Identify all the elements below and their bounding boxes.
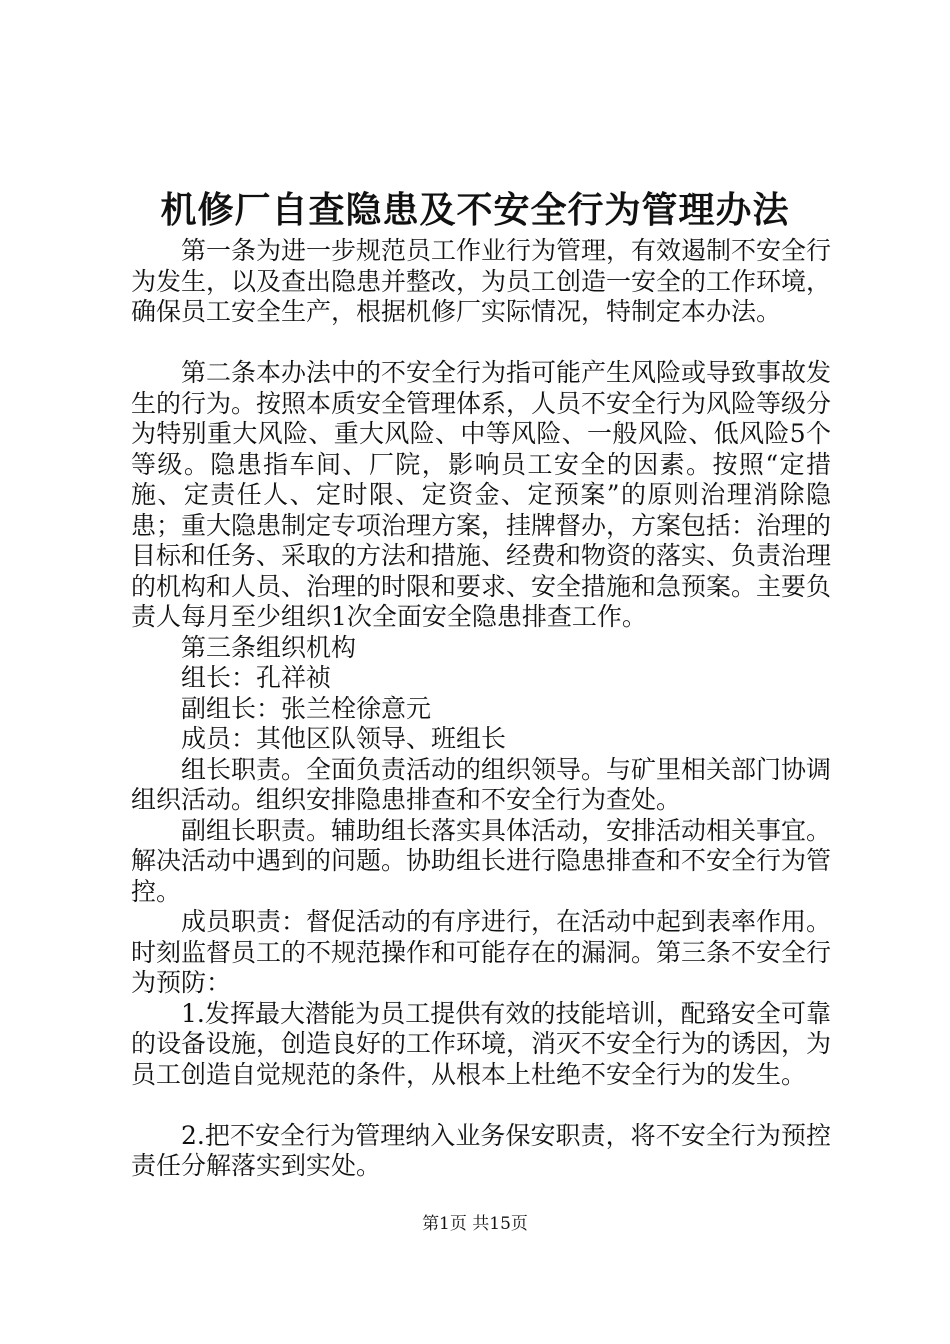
paragraph-team-leader: 组长：孔祥祯 bbox=[181, 663, 332, 692]
paragraph-item-2: 2.把不安全行为管理纳入业务保安职责，将不安全行为预控责任分解落实到实处。 bbox=[131, 1120, 831, 1180]
document-title: 机修厂自查隐患及不安全行为管理办法 bbox=[160, 189, 790, 231]
paragraph-item-1: 1.发挥最大潜能为员工提供有效的技能培训，配臵安全可靠的设备设施，创造良好的工作环境，消灭不安全行为的诱因，为员工创造自觉规范的条件，从根本上杜绝不安全行为的发生。 bbox=[131, 998, 832, 1089]
document-body bbox=[131, 236, 831, 1182]
paragraph-spacer bbox=[131, 1090, 831, 1121]
paragraph-deputy-leader: 副组长：张兰栓徐意元 bbox=[181, 693, 432, 723]
paragraph-spacer bbox=[131, 328, 831, 359]
page-number-footer: 第1页 共15页 bbox=[422, 1214, 528, 1234]
paragraph-leader-duties: 组长职责。全面负责活动的组织领导。与矿里相关部门协调组织活动。组织安排隐患排查和不安全行为查处。 bbox=[131, 754, 832, 814]
paragraph-member-duties: 成员职责：督促活动的有序进行，在活动中起到表率作用。时刻监督员工的不规范操作和可能存在的漏洞。第三条不安全行为预防： bbox=[131, 907, 832, 997]
paragraph-deputy-duties: 副组长职责。辅助组长落实具体活动，安排活动相关事宜。解决活动中遇到的问题。协助组长进行隐患排查和不安全行为管控。 bbox=[131, 815, 832, 906]
paragraph-members: 成员：其他区队领导、班组长 bbox=[181, 724, 507, 753]
paragraph-article-2: 第二条本办法中的不安全行为指可能产生风险或导致事故发生的行为。按照本质安全管理体系，人员不安全行为风险等级分为特别重大风险、重大风险、中等风险、一般风险、低风险5个等级。隐患指车间、厂院，影响员工安全的因素。按照“定措施、定责任人、定时限、定资金、定预案”的原则治理消除隐患；重大隐患制定专项治理方案，挂牌督办，方案包括：治理的目标和任务、采取的方法和措施、经费和物资的落实、负责治理的机构和人员、治理的时限和要求、安全措施和急预案。主要负责人每月至少组织1次全面安全隐患排查工作。 bbox=[131, 358, 832, 631]
paragraph-article-3-heading: 第三条组织机构 bbox=[181, 632, 357, 662]
paragraph-article-1: 第一条为进一步规范员工作业行为管理，有效遏制不安全行为发生，以及查出隐患并整改，为员工创造一安全的工作环境，确保员工安全生产，根据机修厂实际情况，特制定本办法。 bbox=[131, 236, 832, 326]
